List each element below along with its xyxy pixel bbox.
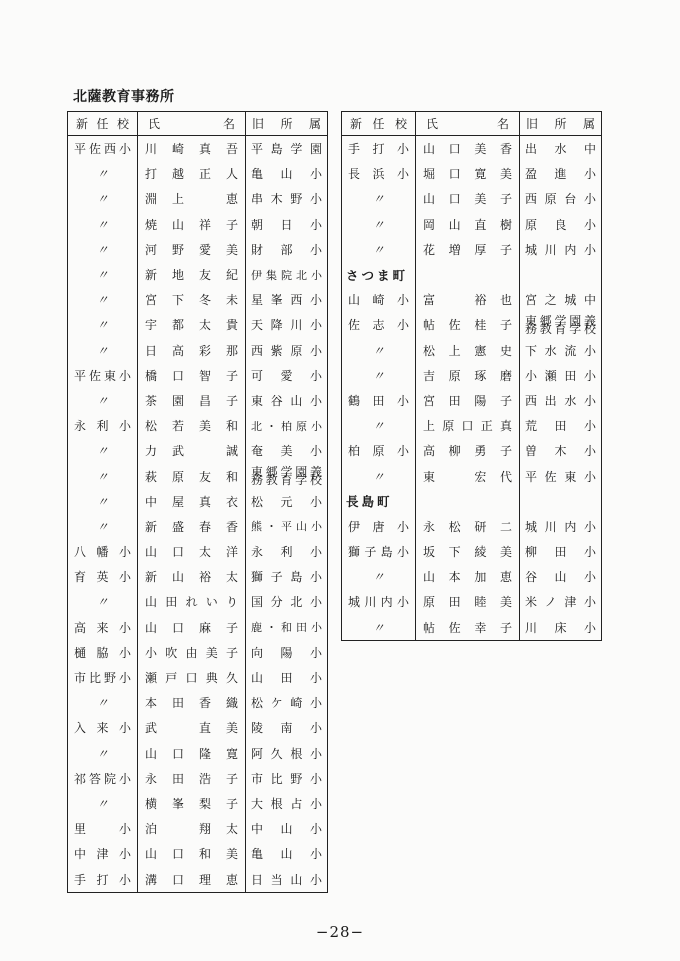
name-cell: 日高彩那	[138, 338, 246, 363]
new-school-cell: 佐志小	[342, 312, 416, 337]
name-cell: 岡山直樹	[416, 212, 520, 237]
old-school-cell: 伊集院北小	[246, 262, 328, 287]
old-school-cell: 東谷山小	[246, 388, 328, 413]
old-school-cell: 曽木小	[520, 438, 602, 463]
old-school-cell: 奄美小	[246, 438, 328, 463]
new-school-cell: 山崎小	[342, 287, 416, 312]
old-school-cell: 米ノ津小	[520, 589, 602, 614]
old-school-cell: 小瀬田小	[520, 363, 602, 388]
table-row	[342, 413, 602, 438]
new-school-cell: 〃	[68, 690, 138, 715]
header-new-school: 新任校	[342, 112, 416, 136]
table-row	[342, 514, 602, 539]
table-row	[68, 489, 328, 514]
old-school-cell: 松ケ崎小	[246, 690, 328, 715]
name-cell: 新地友紀	[138, 262, 246, 287]
new-school-cell: 永利小	[68, 413, 138, 438]
new-school-cell: 樋脇小	[68, 640, 138, 665]
name-cell: 新盛春香	[138, 514, 246, 539]
header-name	[138, 112, 246, 136]
table-row	[342, 312, 602, 337]
new-school-cell: 城川内小	[342, 589, 416, 614]
table-row	[342, 338, 602, 363]
table-row	[342, 186, 602, 211]
table-row	[342, 287, 602, 312]
new-school-cell: 〃	[68, 161, 138, 186]
name-cell: 堀口寛美	[416, 161, 520, 186]
old-school-cell: 宮之城中	[520, 287, 602, 312]
new-school-cell: 〃	[342, 237, 416, 262]
old-school-cell: 西出水小	[520, 388, 602, 413]
name-cell: 宮下冬未	[138, 287, 246, 312]
name-cell: 茶園昌子	[138, 388, 246, 413]
table-row	[342, 388, 602, 413]
old-school-cell: 亀山小	[246, 161, 328, 186]
table-row	[68, 665, 328, 690]
name-cell: 泊 翔太	[138, 816, 246, 841]
new-school-cell: 入来小	[68, 715, 138, 740]
table-row	[68, 866, 328, 892]
old-school-cell: 東郷学園義務教育学校	[246, 463, 328, 488]
name-cell: 山口美香	[416, 136, 520, 162]
header-row	[342, 112, 602, 136]
header-old-school: 旧所属	[520, 112, 602, 136]
old-school-cell: 原良小	[520, 212, 602, 237]
empty-cell	[520, 262, 602, 287]
left-roster-table	[67, 111, 328, 893]
empty-cell	[416, 489, 520, 514]
old-school-cell: 柳田小	[520, 539, 602, 564]
new-school-cell: 〃	[68, 791, 138, 816]
name-cell: 武 直美	[138, 715, 246, 740]
name-cell: 本田香織	[138, 690, 246, 715]
table-row	[68, 690, 328, 715]
new-school-cell: 八幡小	[68, 539, 138, 564]
name-cell: 横峯梨子	[138, 791, 246, 816]
name-cell: 松上憲史	[416, 338, 520, 363]
old-school-cell: 平佐東小	[520, 463, 602, 488]
new-school-cell: 市比野小	[68, 665, 138, 690]
table-row	[68, 212, 328, 237]
new-school-cell: 〃	[342, 338, 416, 363]
new-school-cell: 〃	[68, 212, 138, 237]
new-school-cell: 〃	[68, 741, 138, 766]
old-school-cell: 中山小	[246, 816, 328, 841]
table-row	[68, 539, 328, 564]
table-row	[68, 312, 328, 337]
name-cell: 山口太洋	[138, 539, 246, 564]
header-old-school: 旧所属	[246, 112, 328, 136]
new-school-cell: 祁答院小	[68, 766, 138, 791]
name-cell: 坂下綾美	[416, 539, 520, 564]
old-school-cell: 陵南小	[246, 715, 328, 740]
new-school-cell: 手打小	[68, 866, 138, 892]
section-label: 長島町	[342, 489, 416, 514]
name-cell: 焼山祥子	[138, 212, 246, 237]
table-row	[68, 766, 328, 791]
name-cell: 山口美子	[416, 186, 520, 211]
new-school-cell: 〃	[342, 186, 416, 211]
table-row	[68, 186, 328, 211]
table-row	[68, 262, 328, 287]
old-school-cell: 出水中	[520, 136, 602, 162]
name-cell: 原田睦美	[416, 589, 520, 614]
old-school-cell: 熊・平山小	[246, 514, 328, 539]
name-cell: 力武 誠	[138, 438, 246, 463]
new-school-cell: 中津小	[68, 841, 138, 866]
empty-cell	[520, 489, 602, 514]
name-cell: 宇都太貴	[138, 312, 246, 337]
name-cell: 帖佐幸子	[416, 615, 520, 641]
empty-cell	[416, 262, 520, 287]
new-school-cell: 〃	[68, 463, 138, 488]
name-cell: 永田浩子	[138, 766, 246, 791]
old-school-cell: 向陽小	[246, 640, 328, 665]
header-name-right: 名	[222, 117, 235, 131]
name-cell: 山田れいり	[138, 589, 246, 614]
new-school-cell: 長浜小	[342, 161, 416, 186]
old-school-cell: 串木野小	[246, 186, 328, 211]
name-cell: 松若美和	[138, 413, 246, 438]
office-title: 北薩教育事務所	[73, 89, 175, 105]
old-school-cell: 鹿・和田小	[246, 615, 328, 640]
old-school-cell: 朝日小	[246, 212, 328, 237]
old-school-cell: 日当山小	[246, 866, 328, 892]
new-school-cell: 里小	[68, 816, 138, 841]
table-row	[68, 463, 328, 488]
table-row	[342, 438, 602, 463]
section-row	[342, 489, 602, 514]
header-name-left: 氏	[148, 117, 161, 131]
table-row	[68, 564, 328, 589]
name-cell: 東 宏代	[416, 463, 520, 488]
table-row	[342, 463, 602, 488]
name-cell: 中屋真衣	[138, 489, 246, 514]
name-cell: 吉原琢磨	[416, 363, 520, 388]
header-name-right: 名	[496, 117, 509, 131]
table-row	[68, 287, 328, 312]
table-row	[342, 237, 602, 262]
new-school-cell: 〃	[342, 413, 416, 438]
table-row	[342, 212, 602, 237]
name-cell: 高柳勇子	[416, 438, 520, 463]
name-cell: 山口和美	[138, 841, 246, 866]
name-cell: 瀬戸口典久	[138, 665, 246, 690]
new-school-cell: 〃	[68, 186, 138, 211]
old-school-cell: 天降川小	[246, 312, 328, 337]
name-cell: 山口隆寛	[138, 741, 246, 766]
name-cell: 永松研二	[416, 514, 520, 539]
new-school-cell: 平佐西小	[68, 136, 138, 162]
new-school-cell: 〃	[342, 363, 416, 388]
table-row	[68, 589, 328, 614]
old-school-cell: 盈進小	[520, 161, 602, 186]
name-cell: 山本加恵	[416, 564, 520, 589]
name-cell: 川崎真吾	[138, 136, 246, 162]
header-name-left: 氏	[426, 117, 439, 131]
old-school-cell: 財部小	[246, 237, 328, 262]
new-school-cell: 〃	[68, 262, 138, 287]
old-school-cell: 市比野小	[246, 766, 328, 791]
new-school-cell: 〃	[68, 489, 138, 514]
name-cell: 橋口智子	[138, 363, 246, 388]
new-school-cell: 〃	[68, 514, 138, 539]
new-school-cell: 鶴田小	[342, 388, 416, 413]
name-cell: 富 裕也	[416, 287, 520, 312]
new-school-cell: 〃	[68, 589, 138, 614]
section-label: さつま町	[342, 262, 416, 287]
name-cell: 上原口正真	[416, 413, 520, 438]
table-row	[68, 791, 328, 816]
old-school-cell: 川床小	[520, 615, 602, 641]
old-school-cell: 荒田小	[520, 413, 602, 438]
new-school-cell: 獅子島小	[342, 539, 416, 564]
old-school-cell: 城川内小	[520, 514, 602, 539]
table-row	[68, 237, 328, 262]
page-number: −28−	[315, 923, 365, 941]
header-new-school: 新任校	[68, 112, 138, 136]
new-school-cell: 〃	[68, 438, 138, 463]
new-school-cell: 〃	[68, 388, 138, 413]
table-row	[68, 640, 328, 665]
name-cell: 花増厚子	[416, 237, 520, 262]
new-school-cell: 〃	[342, 463, 416, 488]
old-school-cell: 国分北小	[246, 589, 328, 614]
table-row	[342, 589, 602, 614]
table-row	[68, 363, 328, 388]
name-cell: 河野愛美	[138, 237, 246, 262]
table-row	[68, 136, 328, 162]
new-school-cell: 平佐東小	[68, 363, 138, 388]
name-cell: 小吹由美子	[138, 640, 246, 665]
table-row	[342, 539, 602, 564]
old-school-cell: 松元小	[246, 489, 328, 514]
new-school-cell: 〃	[342, 564, 416, 589]
new-school-cell: 〃	[342, 615, 416, 641]
name-cell: 新山裕太	[138, 564, 246, 589]
new-school-cell: 育英小	[68, 564, 138, 589]
old-school-cell: 北・柏原小	[246, 413, 328, 438]
table-row	[68, 438, 328, 463]
table-row	[68, 413, 328, 438]
section-row	[342, 262, 602, 287]
table-row	[342, 615, 602, 641]
table-row	[342, 161, 602, 186]
table-row	[68, 615, 328, 640]
old-school-cell: 永利小	[246, 539, 328, 564]
header-name	[416, 112, 520, 136]
header-row	[68, 112, 328, 136]
new-school-cell: 柏原小	[342, 438, 416, 463]
table-row	[68, 388, 328, 413]
table-row	[342, 136, 602, 162]
name-cell: 淵上 恵	[138, 186, 246, 211]
old-school-cell: 獅子島小	[246, 564, 328, 589]
name-cell: 宮田陽子	[416, 388, 520, 413]
name-cell: 打越正人	[138, 161, 246, 186]
name-cell: 帖佐桂子	[416, 312, 520, 337]
table-row	[68, 514, 328, 539]
name-cell: 山口麻子	[138, 615, 246, 640]
old-school-cell: 谷山小	[520, 564, 602, 589]
new-school-cell: 高来小	[68, 615, 138, 640]
right-roster-table	[341, 111, 602, 641]
new-school-cell: 手打小	[342, 136, 416, 162]
old-school-cell: 阿久根小	[246, 741, 328, 766]
old-school-cell: 山田小	[246, 665, 328, 690]
new-school-cell: 〃	[68, 312, 138, 337]
old-school-cell: 大根占小	[246, 791, 328, 816]
new-school-cell: 〃	[68, 237, 138, 262]
old-school-cell: 西原台小	[520, 186, 602, 211]
table-row	[342, 564, 602, 589]
table-row	[68, 816, 328, 841]
new-school-cell: 〃	[68, 338, 138, 363]
old-school-cell: 西紫原小	[246, 338, 328, 363]
new-school-cell: 伊唐小	[342, 514, 416, 539]
old-school-cell: 東郷学園義務教育学校	[520, 312, 602, 337]
new-school-cell: 〃	[342, 212, 416, 237]
old-school-cell: 星峯西小	[246, 287, 328, 312]
name-cell: 溝口理恵	[138, 866, 246, 892]
old-school-cell: 平島学園	[246, 136, 328, 162]
table-row	[342, 363, 602, 388]
table-row	[68, 338, 328, 363]
table-row	[68, 841, 328, 866]
old-school-cell: 下水流小	[520, 338, 602, 363]
old-school-cell: 亀山小	[246, 841, 328, 866]
table-row	[68, 715, 328, 740]
old-school-cell: 城川内小	[520, 237, 602, 262]
table-row	[68, 161, 328, 186]
old-school-cell: 可愛小	[246, 363, 328, 388]
table-row	[68, 741, 328, 766]
new-school-cell: 〃	[68, 287, 138, 312]
name-cell: 萩原友和	[138, 463, 246, 488]
